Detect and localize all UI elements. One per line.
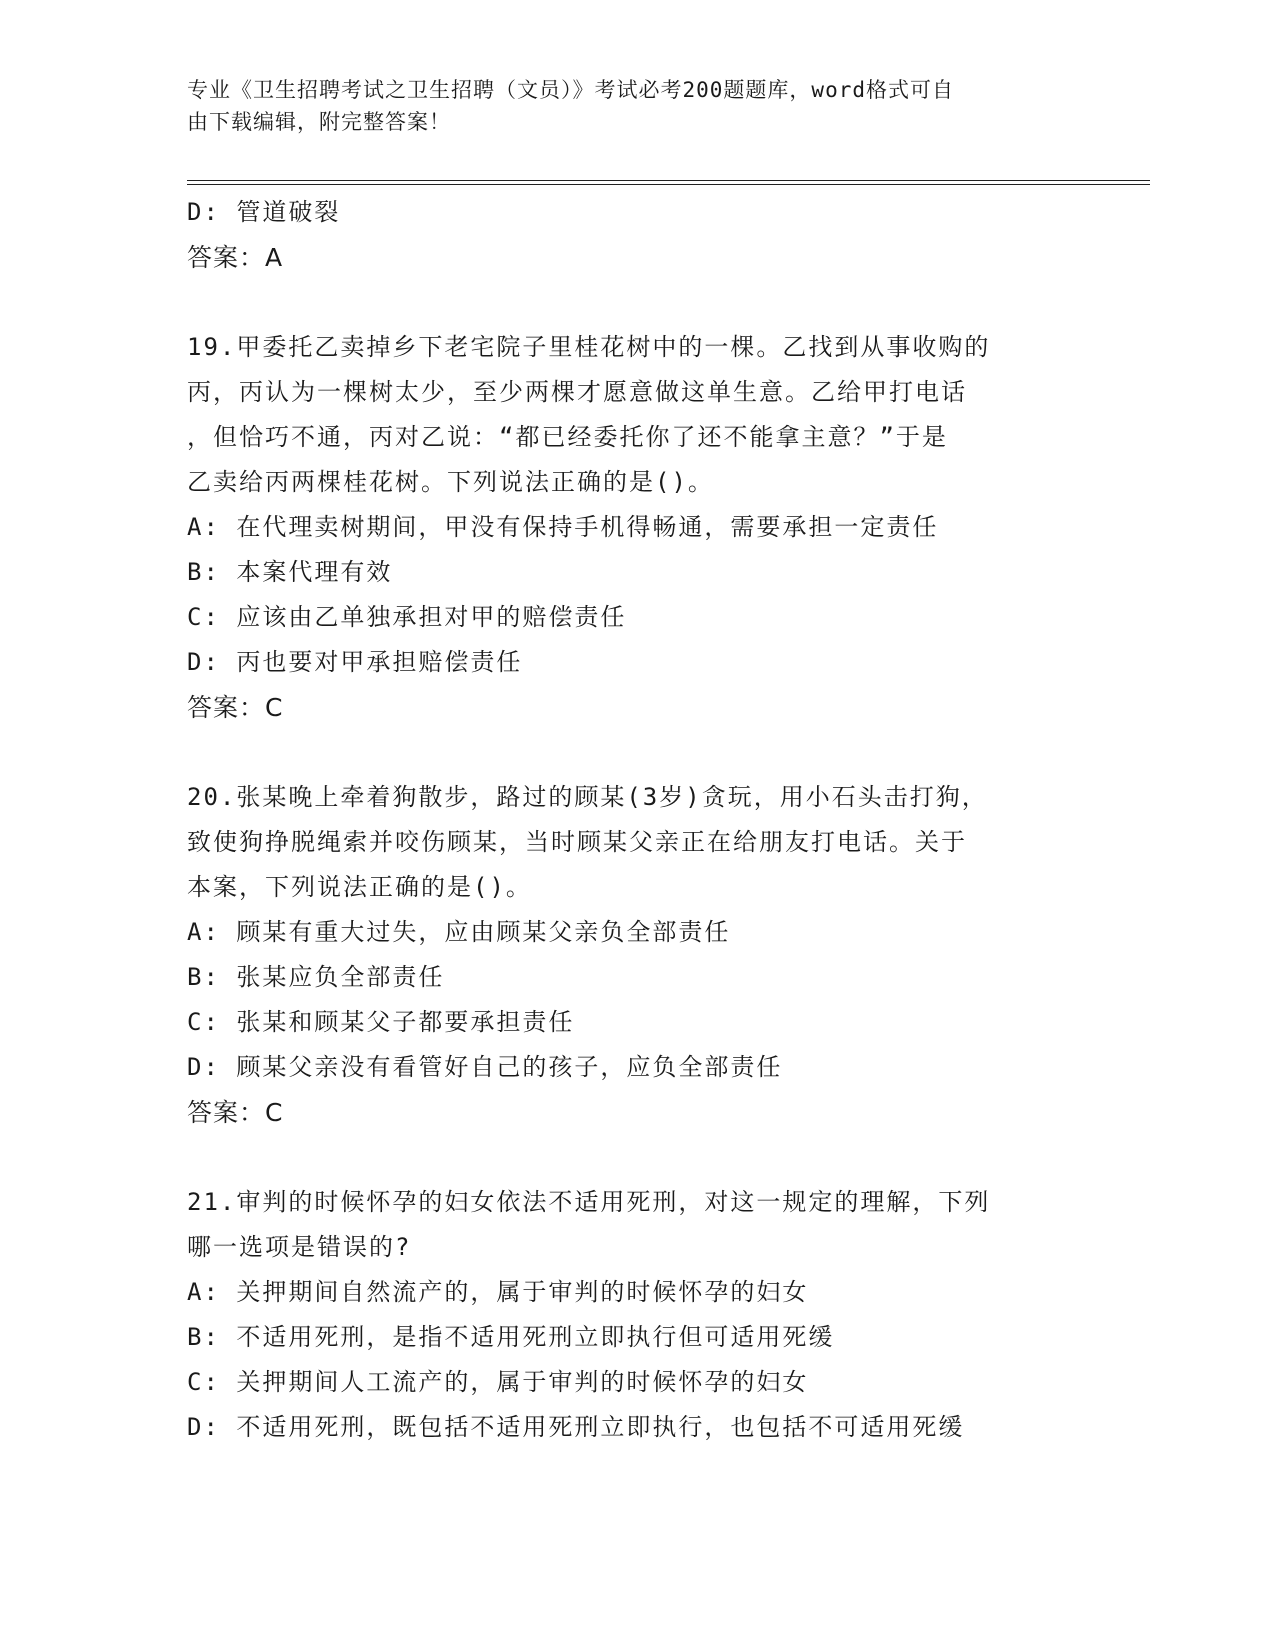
stem-line: 丙，丙认为一棵树太少，至少两棵才愿意做这单生意。乙给甲打电话	[187, 378, 967, 406]
option-c: C: 应该由乙单独承担对甲的赔偿责任	[187, 603, 627, 631]
option-a: A: 在代理卖树期间，甲没有保持手机得畅通，需要承担一定责任	[187, 513, 939, 541]
option-a: A: 顾某有重大过失，应由顾某父亲负全部责任	[187, 918, 731, 946]
stem-line: 致使狗挣脱绳索并咬伤顾某，当时顾某父亲正在给朋友打电话。关于	[187, 828, 967, 856]
option-d: D: 不适用死刑，既包括不适用死刑立即执行，也包括不可适用死缓	[187, 1413, 965, 1441]
option-b: B: 张某应负全部责任	[187, 963, 445, 991]
question-stem	[187, 1180, 1087, 1270]
stem-line: 21.审判的时候怀孕的妇女依法不适用死刑，对这一规定的理解，下列	[187, 1188, 991, 1216]
option-b: B: 不适用死刑，是指不适用死刑立即执行但可适用死缓	[187, 1323, 835, 1351]
answer-line: 答案：C	[187, 1098, 284, 1127]
header-line-2: 由下载编辑，附完整答案！	[187, 110, 451, 134]
question-19	[187, 325, 1087, 730]
question-21	[187, 1180, 1087, 1450]
answer-line: 答案：C	[187, 693, 284, 722]
stem-line: 19.甲委托乙卖掉乡下老宅院子里桂花树中的一棵。乙找到从事收购的	[187, 333, 991, 361]
header-divider-top	[187, 180, 1150, 181]
option-d: D: 丙也要对甲承担赔偿责任	[187, 648, 523, 676]
header-line-1: 专业《卫生招聘考试之卫生招聘（文员）》考试必考200题题库，word格式可自	[187, 78, 954, 102]
option-b: B: 本案代理有效	[187, 558, 393, 586]
prev-option-d: D: 管道破裂	[187, 198, 341, 226]
prev-answer: 答案：A	[187, 243, 284, 272]
question-20	[187, 775, 1087, 1135]
option-a: A: 关押期间自然流产的，属于审判的时候怀孕的妇女	[187, 1278, 809, 1306]
question-stem	[187, 775, 1087, 910]
option-d: D: 顾某父亲没有看管好自己的孩子，应负全部责任	[187, 1053, 783, 1081]
option-c: C: 关押期间人工流产的，属于审判的时候怀孕的妇女	[187, 1368, 809, 1396]
page-header	[187, 74, 1087, 138]
option-c: C: 张某和顾某父子都要承担责任	[187, 1008, 575, 1036]
stem-line: ，但恰巧不通，丙对乙说：“都已经委托你了还不能拿主意？”于是	[187, 423, 948, 451]
header-divider-bottom	[187, 184, 1150, 185]
stem-line: 乙卖给丙两棵桂花树。下列说法正确的是()。	[187, 468, 714, 496]
stem-line: 20.张某晚上牵着狗散步，路过的顾某(3岁)贪玩，用小石头击打狗，	[187, 783, 988, 811]
question-stem	[187, 325, 1087, 505]
stem-line: 哪一选项是错误的?	[187, 1233, 412, 1261]
stem-line: 本案，下列说法正确的是()。	[187, 873, 532, 901]
document-body	[187, 190, 1087, 1450]
